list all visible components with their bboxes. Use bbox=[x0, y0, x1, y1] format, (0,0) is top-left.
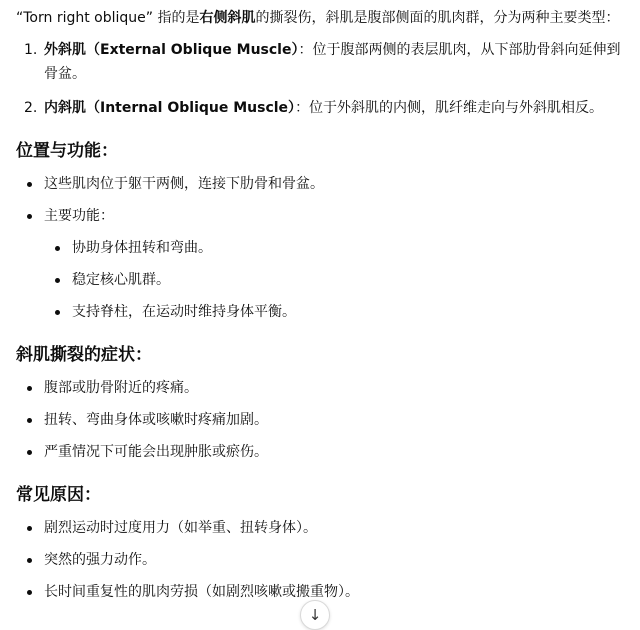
section-heading-causes: 常见原因： bbox=[16, 485, 101, 505]
sublist-item: 支持脊柱，在运动时维持身体平衡。 bbox=[44, 300, 632, 324]
sublist-item: 稳定核心肌群。 bbox=[44, 268, 632, 292]
sublist-item: 协助身体扭转和弯曲。 bbox=[44, 236, 632, 260]
list-item: 长时间重复性的肌肉劳损（如剧烈咳嗽或搬重物）。 bbox=[16, 580, 632, 604]
list-number: 1. bbox=[24, 42, 38, 58]
intro-bold-term: 右侧斜肌 bbox=[199, 10, 256, 26]
intro-term: “Torn right oblique” bbox=[16, 10, 154, 26]
list-item-label: 主要功能： bbox=[44, 208, 114, 224]
section-heading-symptoms: 斜肌撕裂的症状： bbox=[16, 345, 152, 365]
list-item bbox=[16, 96, 632, 120]
list-item: 扭转、弯曲身体或咳嗽时疼痛加剧。 bbox=[16, 408, 632, 432]
causes-list bbox=[16, 516, 632, 604]
type-title: 内斜肌（Internal Oblique Muscle） bbox=[44, 100, 296, 116]
symptoms-list bbox=[16, 376, 632, 464]
list-item bbox=[16, 38, 632, 86]
list-item: 这些肌肉位于躯干两侧，连接下肋骨和骨盆。 bbox=[16, 172, 632, 196]
chat-message-content bbox=[16, 6, 632, 612]
arrow-down-icon: ↓ bbox=[308, 606, 322, 624]
location-list bbox=[16, 172, 632, 324]
muscle-types-list bbox=[16, 38, 632, 120]
type-desc: ：位于腹部两侧的表层肌肉，从下部肋骨斜向延伸到骨盆。 bbox=[44, 42, 621, 82]
list-item: 突然的强力动作。 bbox=[16, 548, 632, 572]
intro-text-rest: 的撕裂伤，斜肌是腹部侧面的肌肉群，分为两种主要类型： bbox=[255, 10, 620, 26]
type-title: 外斜肌（External Oblique Muscle） bbox=[44, 42, 299, 58]
type-desc: ：位于外斜肌的内侧，肌纤维走向与外斜肌相反。 bbox=[295, 100, 604, 116]
list-item: 严重情况下可能会出现肿胀或瘀伤。 bbox=[16, 440, 632, 464]
list-item: 剧烈运动时过度用力（如举重、扭转身体）。 bbox=[16, 516, 632, 540]
intro-paragraph bbox=[16, 6, 632, 30]
section-heading-location: 位置与功能： bbox=[16, 141, 118, 161]
list-item bbox=[16, 204, 632, 324]
list-number: 2. bbox=[24, 100, 38, 116]
intro-text: 指的是 bbox=[153, 10, 200, 26]
scroll-to-bottom-button[interactable] bbox=[300, 600, 330, 630]
function-sublist bbox=[44, 236, 632, 324]
list-item: 腹部或肋骨附近的疼痛。 bbox=[16, 376, 632, 400]
